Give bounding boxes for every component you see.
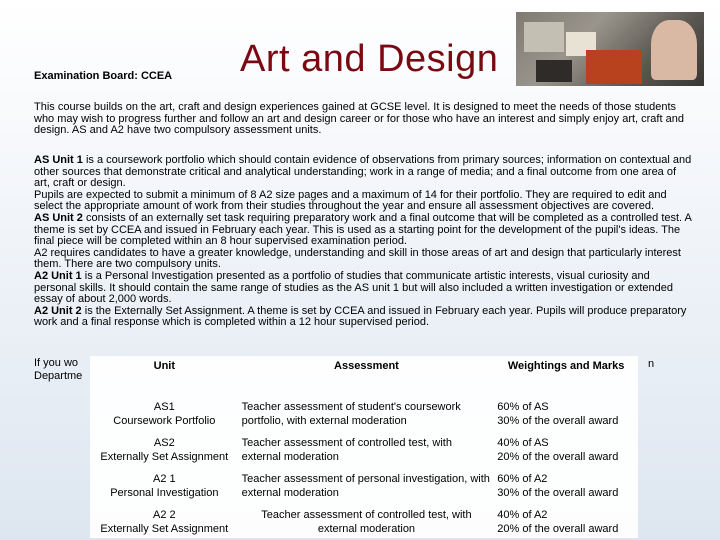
- obscured-text-fragment: n: [648, 358, 655, 370]
- assessment-cell: Teacher assessment of student's coursework portfolio, with external moderation: [241, 401, 461, 427]
- a2-unit-2-paragraph: A2 Unit 2 is the Externally Set Assignment. A theme is set by CCEA and issued in February each year. Pupils will produce preparatory work and a final response which is completed within a 12 hour supervised period.: [34, 304, 687, 329]
- header-weightings: Weightings and Marks: [507, 360, 625, 372]
- table-header-row: [90, 356, 638, 394]
- unit-cell: A2 2 Externally Set Assignment: [100, 509, 229, 535]
- unit-cell: AS2 Externally Set Assignment: [100, 437, 229, 463]
- a2-intro-paragraph: A2 requires candidates to have a greater knowledge, understanding and skill in those areas of art and design that particularly interest them. There are two compulsory units.: [34, 246, 681, 271]
- assessment-cell: Teacher assessment of controlled test, with external moderation: [241, 437, 452, 463]
- table-row: [90, 470, 638, 502]
- weighting-cell: 60% of A2 30% of the overall award: [497, 473, 619, 499]
- units-description: [34, 155, 694, 329]
- obscured-text-line-2: Departme: [34, 370, 83, 382]
- weighting-cell: 60% of AS 30% of the overall award: [497, 401, 619, 427]
- as-unit-2-paragraph: AS Unit 2 consists of an externally set task requiring preparatory work and a final outcome that will be completed as a controlled test. A theme is set by CCEA and issued in February each year. This is used as a starting point for the development of the pupil's ideas. The final piece will be completed within an 8 hour supervised examination period.: [34, 211, 692, 248]
- assessment-cell: Teacher assessment of controlled test, with external moderation: [261, 509, 472, 535]
- header-unit: Unit: [153, 360, 176, 372]
- as-unit-1-paragraph: AS Unit 1 is a coursework portfolio which should contain evidence of observations from primary sources; information on contextual and other sources that demonstrate critical and analytical understanding; work in a range of media; and a final outcome from one area of art, craft or design.: [34, 154, 692, 190]
- art-class-photo: [516, 12, 704, 86]
- weighting-cell: 40% of A2 20% of the overall award: [497, 509, 619, 535]
- exam-board-label: Examination Board: CCEA: [34, 70, 173, 82]
- assessment-table: [90, 356, 638, 538]
- table-row: [90, 506, 638, 538]
- table-row: [90, 398, 638, 430]
- intro-paragraph: This course builds on the art, craft and design experiences gained at GCSE level. It is designed to meet the needs of those students who may wish to progress further and follow an art and design career or for those who have an interest and simply enjoy art, craft and design. AS and A2 have two compulsory assessment units.: [34, 101, 684, 137]
- unit-cell: AS1 Coursework Portfolio: [113, 401, 216, 427]
- table-row: [90, 434, 638, 466]
- weighting-cell: 40% of AS 20% of the overall award: [497, 437, 619, 463]
- portfolio-requirements: Pupils are expected to submit a minimum of 8 A2 size pages and a maximum of 14 for their portfolio. They are required to edit and select the appropriate amount of work from their studies throughout the year and ensure all assessment objectives are covered.: [34, 188, 667, 213]
- unit-cell: A2 1 Personal Investigation: [110, 473, 219, 499]
- page-title: Art and Design: [240, 38, 499, 80]
- obscured-text-line-1: If you wo: [34, 357, 79, 369]
- a2-unit-1-paragraph: A2 Unit 1 is a Personal Investigation presented as a portfolio of studies that communicate artistic interests, visual curiosity and personal skills. It should contain the same range of studies as the AS unit 1 but will also included a written investigation or extended essay of about 2,000 words.: [34, 269, 673, 306]
- assessment-cell: Teacher assessment of personal investigation, with external moderation: [241, 473, 490, 499]
- header-assessment: Assessment: [334, 360, 399, 372]
